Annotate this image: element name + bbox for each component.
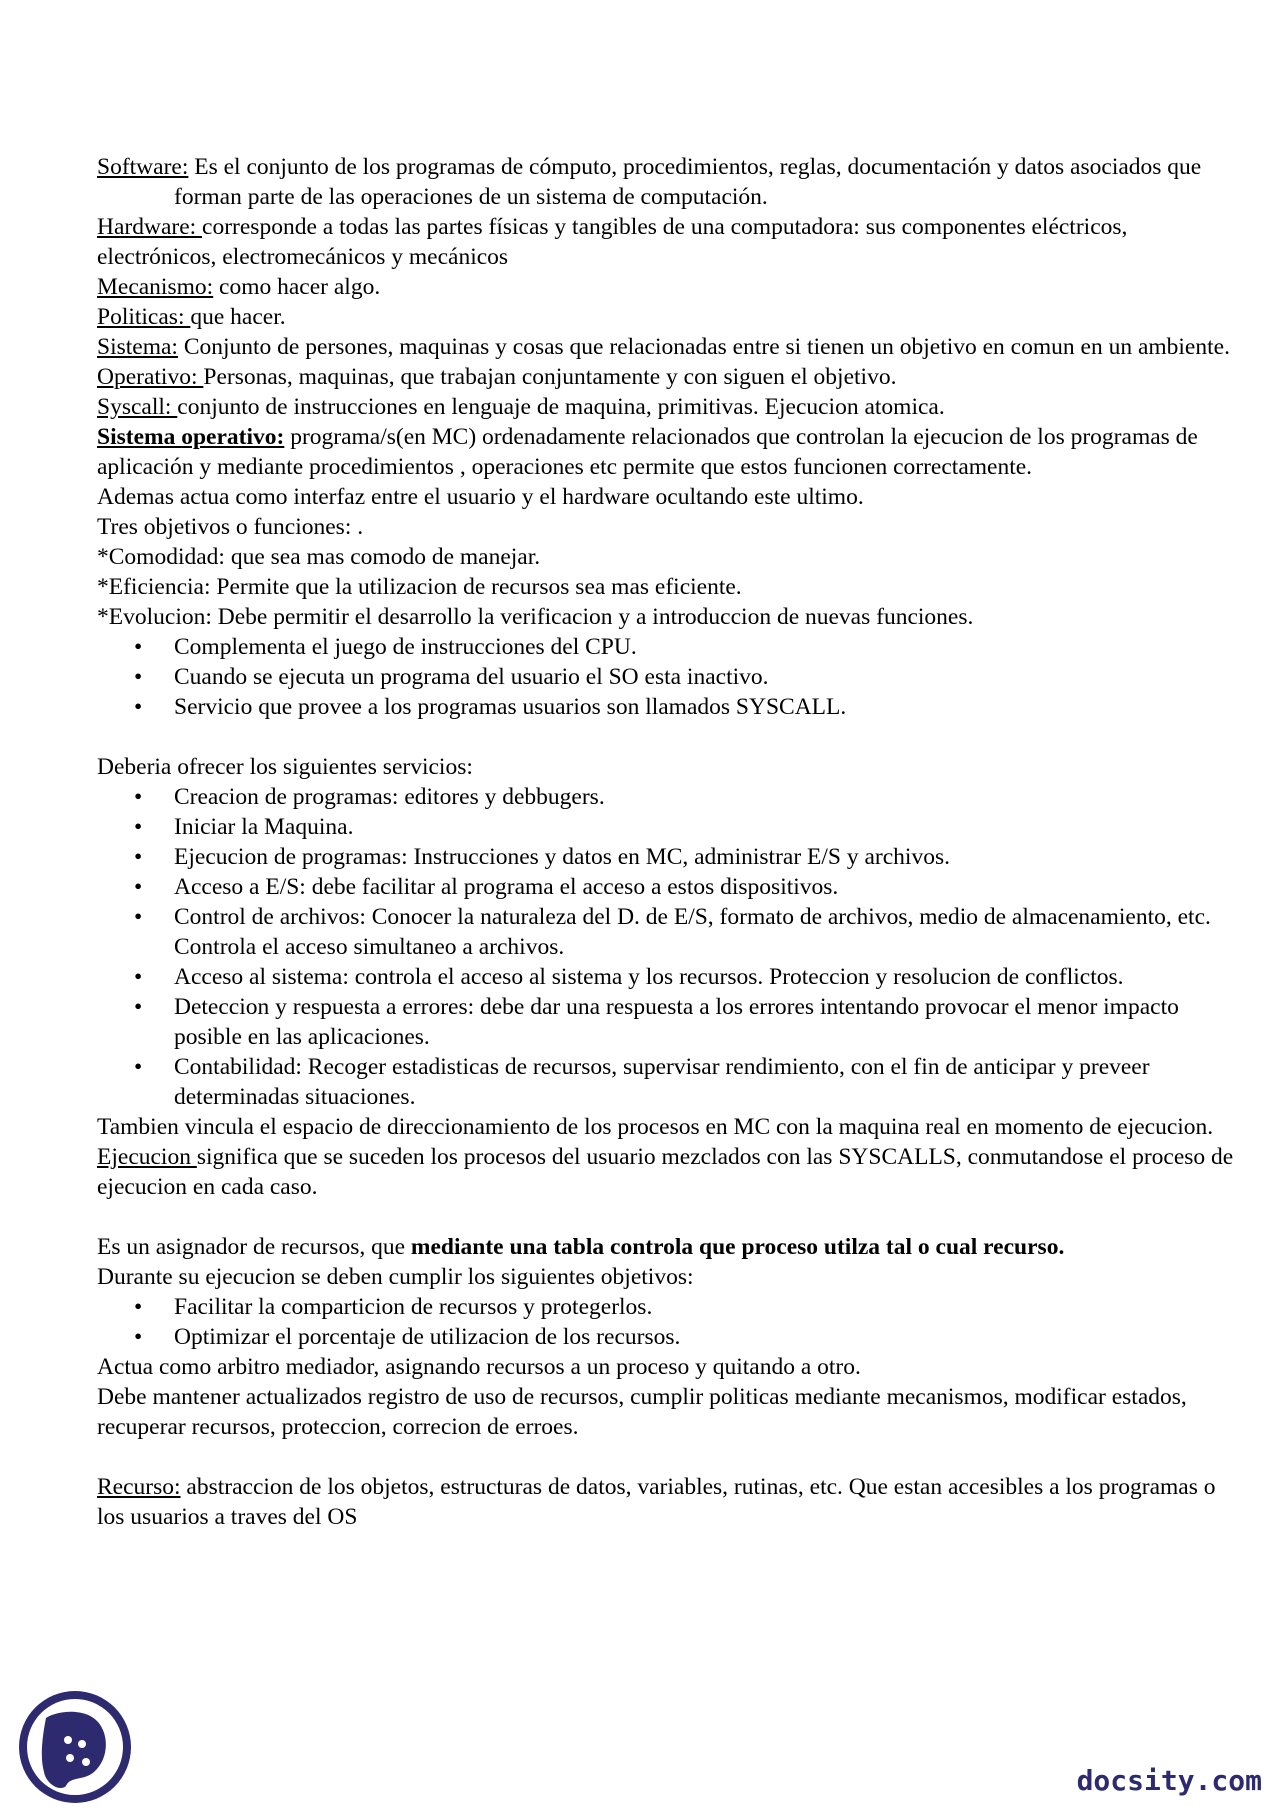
definition-syscall [97, 392, 1247, 422]
docsity-brand-link[interactable]: docsity.com [1076, 1764, 1262, 1797]
list-item: • Acceso a E/S: debe facilitar al programa el acceso a estos dispositivos. [174, 872, 1247, 902]
definition-sistema [97, 332, 1247, 362]
term: Politicas: [97, 304, 191, 330]
spacer [97, 1202, 1247, 1232]
paragraph-line: *Evolucion: Debe permitir el desarrollo la verificacion y a introduccion de nuevas funciones. [97, 604, 974, 630]
spacer [97, 1442, 1247, 1472]
paragraph-line: *Eficiencia: Permite que la utilizacion de recursos sea mas eficiente. [97, 574, 742, 600]
list-item: • Contabilidad: Recoger estadisticas de recursos, supervisar rendimiento, con el fin de anticipar y preveer determinadas situaciones. [174, 1052, 1247, 1112]
definition-text: Es el conjunto de los programas de cómputo, procedimientos, reglas, documentación y datos asociados que forman parte de las operaciones de un sistema de computación. [174, 154, 1202, 210]
definition-text: Conjunto de persones, maquinas y cosas que relacionadas entre si tienen un objetivo en comun en un ambiente. [177, 334, 1230, 360]
definition-text: conjunto de instrucciones en lenguaje de maquina, primitivas. Ejecucion atomica. [177, 394, 945, 420]
term: Recurso: [97, 1474, 181, 1500]
definition-text: corresponde a todas las partes físicas y tangibles de una computadora: sus componentes eléctricos, electrónicos, electromecánicos y mecánicos [97, 214, 1128, 270]
services-heading: Deberia ofrecer los siguientes servicios: [97, 754, 473, 780]
list-item: • Deteccion y respuesta a errores: debe dar una respuesta a los errores intentando provocar el menor impacto posible en las aplicaciones. [174, 992, 1247, 1052]
docsity-logo-icon[interactable] [16, 1688, 134, 1806]
list-item: • Optimizar el porcentaje de utilizacion de los recursos. [174, 1322, 1247, 1352]
term: Hardware: [97, 214, 203, 240]
term: Syscall: [97, 394, 178, 420]
definition-software [97, 152, 1247, 212]
list-item: • Servicio que provee a los programas usuarios son llamados SYSCALL. [174, 692, 1247, 722]
term: Software: [97, 154, 189, 180]
spacer [97, 722, 1247, 752]
list-item: • Ejecucion de programas: Instrucciones y datos en MC, administrar E/S y archivos. [174, 842, 1247, 872]
bullet-list-services [97, 782, 1247, 1112]
objetivos-heading: Durante su ejecucion se deben cumplir los siguientes objetivos: [97, 1264, 694, 1290]
paragraph-line: *Comodidad: que sea mas comodo de manejar. [97, 544, 541, 570]
term: Mecanismo: [97, 274, 214, 300]
definition-sistema-operativo [97, 422, 1247, 482]
logo-dot [66, 1754, 74, 1762]
bullet-list-features [97, 632, 1247, 722]
logo-dot [78, 1740, 86, 1748]
logo-dot [82, 1758, 90, 1766]
paragraph-line: Tres objetivos o funciones: . [97, 514, 364, 540]
definition-operativo [97, 362, 1247, 392]
definition-politicas [97, 302, 1247, 332]
list-item: • Creacion de programas: editores y debbugers. [174, 782, 1247, 812]
list-item: • Cuando se ejecuta un programa del usuario el SO esta inactivo. [174, 662, 1247, 692]
asignador-prefix: Es un asignador de recursos, que [97, 1234, 411, 1260]
term: Sistema: [97, 334, 178, 360]
term: Ejecucion [97, 1144, 197, 1170]
definition-text: que hacer. [190, 304, 286, 330]
term: Sistema operativo: [97, 424, 285, 450]
definition-text: significa que se suceden los procesos del usuario mezclados con las SYSCALLS, conmutandose el proceso de ejecucion en cada caso. [97, 1144, 1234, 1200]
definition-text: como hacer algo. [213, 274, 381, 300]
paragraph-asignador [97, 1232, 1247, 1262]
definition-mecanismo [97, 272, 1247, 302]
paragraph-debe: Debe mantener actualizados registro de uso de recursos, cumplir politicas mediante mecanismos, modificar estados, recuperar recursos, proteccion, correcion de erroes. [97, 1384, 1187, 1440]
term: Operativo: [97, 364, 204, 390]
paragraph-tambien: Tambien vincula el espacio de direccionamiento de los procesos en MC con la maquina real en momento de ejecucion. [97, 1114, 1214, 1140]
logo-dot [64, 1736, 72, 1744]
asignador-bold: mediante una tabla controla que proceso utilza tal o cual recurso. [410, 1234, 1065, 1260]
paragraph-ejecucion [97, 1142, 1247, 1202]
list-item: • Acceso al sistema: controla el acceso al sistema y los recursos. Proteccion y resolucion de conflictos. [174, 962, 1247, 992]
definition-text: Personas, maquinas, que trabajan conjuntamente y con siguen el objetivo. [203, 364, 897, 390]
document-body [97, 152, 1247, 1532]
paragraph-line: Ademas actua como interfaz entre el usuario y el hardware ocultando este ultimo. [97, 484, 864, 510]
definition-recurso [97, 1472, 1247, 1532]
definition-hardware [97, 212, 1247, 272]
list-item: • Complementa el juego de instrucciones del CPU. [174, 632, 1247, 662]
list-item: • Facilitar la comparticion de recursos y protegerlos. [174, 1292, 1247, 1322]
definition-text: abstraccion de los objetos, estructuras de datos, variables, rutinas, etc. Que estan accesibles a los programas o los usuarios a traves del OS [97, 1474, 1216, 1530]
bullet-list-objetivos [97, 1292, 1247, 1352]
list-item: • Iniciar la Maquina. [174, 812, 1247, 842]
list-item: • Control de archivos: Conocer la naturaleza del D. de E/S, formato de archivos, medio de almacenamiento, etc. Controla el acceso simultaneo a archivos. [174, 902, 1247, 962]
paragraph-actua: Actua como arbitro mediador, asignando recursos a un proceso y quitando a otro. [97, 1354, 861, 1380]
definition-text: programa/s(en MC) ordenadamente relacionados que controlan la ejecucion de los programas de aplicación y mediante procedimientos , operaciones etc permite que estos funcionen correctamente. [97, 424, 1198, 480]
